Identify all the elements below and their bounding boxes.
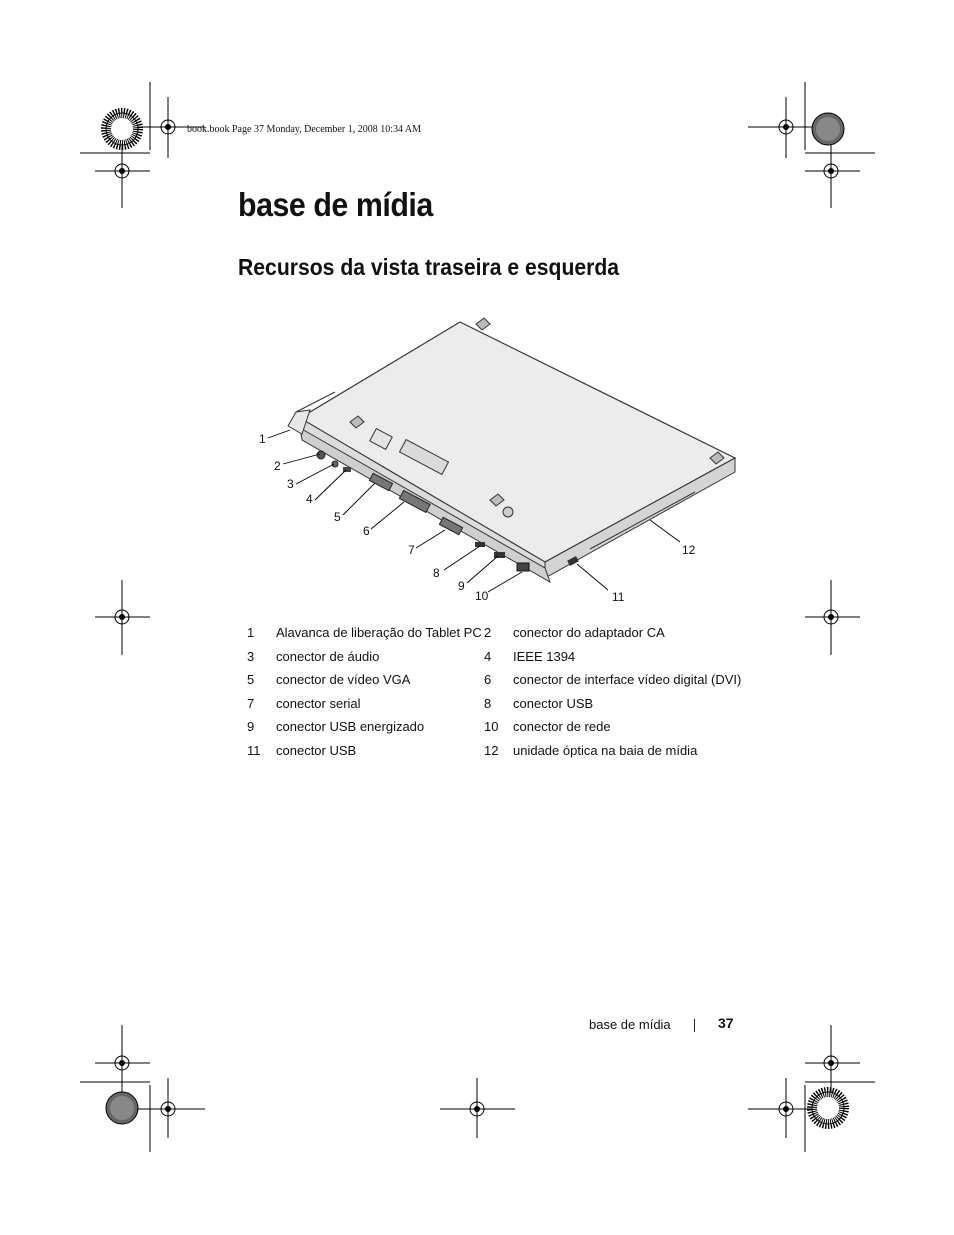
- audio-port-icon: [332, 461, 338, 467]
- print-slug: book.book Page 37 Monday, December 1, 2008 10:34 AM: [187, 124, 422, 135]
- legend-number: 1: [247, 625, 255, 640]
- legend-row: [240, 646, 760, 670]
- callout-10: 10: [475, 589, 489, 603]
- legend-row: [240, 740, 760, 764]
- legend-text: conector do adaptador CA: [513, 625, 665, 640]
- callout-11: 11: [612, 590, 625, 604]
- section-title: Recursos da vista traseira e esquerda: [238, 254, 620, 280]
- legend-number: 7: [247, 695, 255, 711]
- legend-text: conector de vídeo VGA: [276, 672, 411, 687]
- legend-number: 9: [247, 719, 255, 734]
- callout-3: 3: [287, 477, 294, 491]
- network-port-icon: [517, 563, 529, 571]
- legend-number: 5: [247, 672, 255, 687]
- legend-row: [240, 622, 760, 646]
- media-base-illustration: [240, 300, 760, 610]
- legend-number: 8: [484, 695, 492, 711]
- powered-usb-port-icon: [494, 552, 505, 558]
- latch-icon: [476, 318, 490, 330]
- chapter-title: base de mídia: [238, 186, 433, 223]
- callout-2: 2: [274, 459, 281, 473]
- legend-number: 11: [247, 742, 261, 758]
- callout-12: 12: [682, 543, 696, 557]
- legend-text: IEEE 1394: [513, 648, 576, 664]
- legend-number: 10: [484, 719, 499, 734]
- legend-text: unidade óptica na baia de mídia: [513, 742, 698, 758]
- legend-text: conector USB energizado: [276, 719, 425, 734]
- legend-number: 6: [484, 672, 492, 687]
- legend-text: conector USB: [513, 695, 594, 711]
- legend-text: Alavanca de liberação do Tablet PC: [276, 625, 482, 640]
- legend-text: conector serial: [276, 695, 361, 711]
- legend-number: 2: [484, 625, 492, 640]
- ac-adapter-port-icon: [317, 451, 325, 459]
- legend-row: [240, 716, 760, 740]
- peg-icon: [503, 507, 513, 517]
- callout-9: 9: [458, 579, 465, 593]
- legend-row: [240, 669, 760, 693]
- legend-text: conector de áudio: [276, 648, 380, 664]
- callout-1: 1: [259, 432, 266, 446]
- callout-6: 6: [363, 524, 370, 538]
- callout-8: 8: [433, 566, 440, 580]
- legend-number: 4: [484, 648, 492, 664]
- legend-row: [240, 693, 760, 717]
- legend-text: conector de interface vídeo digital (DVI): [513, 672, 742, 687]
- callout-4: 4: [306, 492, 313, 506]
- legend-text: conector de rede: [513, 719, 611, 734]
- callout-5: 5: [334, 510, 341, 524]
- footer-chapter-label: base de mídia: [589, 1017, 671, 1032]
- page-number: 37: [718, 1015, 734, 1031]
- legend-table: [240, 622, 760, 763]
- legend-number: 3: [247, 648, 255, 664]
- legend-number: 12: [484, 742, 499, 758]
- footer-separator: [694, 1019, 695, 1032]
- callout-7: 7: [408, 543, 415, 557]
- legend-text: conector USB: [276, 742, 357, 758]
